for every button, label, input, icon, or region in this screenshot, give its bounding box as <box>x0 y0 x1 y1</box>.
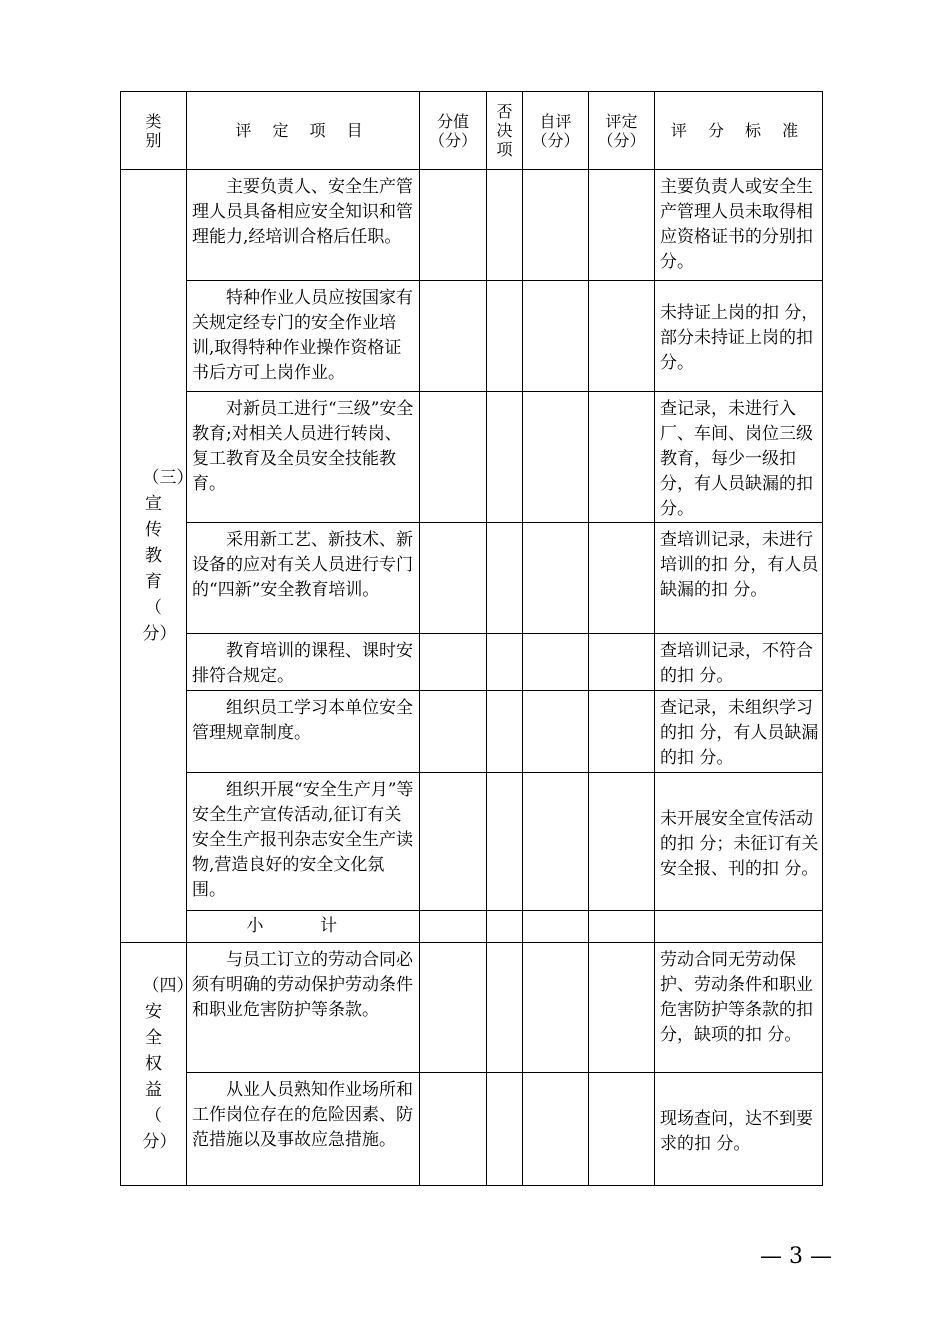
standard-cell: 未持证上岗的扣 分，部分未持证上岗的扣 分。 <box>655 281 823 392</box>
item-cell: 对新员工进行“三级”安全教育;对相关人员进行转岗、复工教育及全员安全技能教育。 <box>187 392 420 523</box>
header-self-eval: 自评（分） <box>523 92 589 170</box>
header-standard: 评 分 标 准 <box>655 92 823 170</box>
header-assess: 评定（分） <box>589 92 655 170</box>
table-row <box>121 634 823 691</box>
standard-cell: 未开展安全宣传活动的扣 分；未征订有关安全报、刊的扣 分。 <box>655 773 823 911</box>
evaluation-table <box>120 91 823 1186</box>
table-row <box>121 523 823 634</box>
header-score: 分值（分） <box>420 92 487 170</box>
table-row <box>121 691 823 773</box>
header-category: 类别 <box>121 92 187 170</box>
header-item: 评 定 项 目 <box>187 92 420 170</box>
item-cell: 特种作业人员应按国家有关规定经专门的安全作业培训,取得特种作业操作资格证书后方可上岗作业。 <box>187 281 420 392</box>
category-cell: （三）宣传教育（ 分） <box>121 170 187 943</box>
item-cell: 教育培训的课程、课时安排符合规定。 <box>187 634 420 691</box>
table-row <box>121 943 823 1073</box>
standard-cell: 查记录，未进行入厂、车间、岗位三级教育，每少一级扣 分，有人员缺漏的扣 分。 <box>655 392 823 523</box>
item-cell: 采用新工艺、新技术、新设备的应对有关人员进行专门的“四新”安全教育培训。 <box>187 523 420 634</box>
item-cell: 组织员工学习本单位安全管理规章制度。 <box>187 691 420 773</box>
page-number: — 3 — <box>760 1244 832 1269</box>
standard-cell: 主要负责人或安全生产管理人员未取得相应资格证书的分别扣 分。 <box>655 170 823 281</box>
table-row <box>121 773 823 911</box>
standard-cell: 现场查问，达不到要求的扣 分。 <box>655 1073 823 1186</box>
standard-cell: 查培训记录，不符合的扣 分。 <box>655 634 823 691</box>
header-veto: 否决项 <box>487 92 523 170</box>
item-cell: 组织开展“安全生产月”等安全生产宣传活动,征订有关安全生产报刊杂志安全生产读物,营造良好的安全文化氛围。 <box>187 773 420 911</box>
standard-cell: 查培训记录，未进行培训的扣 分，有人员缺漏的扣 分。 <box>655 523 823 634</box>
item-cell: 与员工订立的劳动合同必须有明确的劳动保护劳动条件和职业危害防护等条款。 <box>187 943 420 1073</box>
header-row <box>121 92 823 170</box>
table-row <box>121 1073 823 1186</box>
standard-cell: 劳动合同无劳动保护、劳动条件和职业危害防护等条款的扣 分，缺项的扣 分。 <box>655 943 823 1073</box>
standard-cell: 查记录，未组织学习的扣 分，有人员缺漏的扣 分。 <box>655 691 823 773</box>
subtotal-label: 小 计 <box>187 911 420 943</box>
subtotal-row <box>121 911 823 943</box>
table-row <box>121 392 823 523</box>
item-cell: 从业人员熟知作业场所和工作岗位存在的危险因素、防范措施以及事故应急措施。 <box>187 1073 420 1186</box>
table-row <box>121 281 823 392</box>
category-cell: （四）安全权益（ 分） <box>121 943 187 1186</box>
table-row <box>121 170 823 281</box>
item-cell: 主要负责人、安全生产管理人员具备相应安全知识和管理能力,经培训合格后任职。 <box>187 170 420 281</box>
